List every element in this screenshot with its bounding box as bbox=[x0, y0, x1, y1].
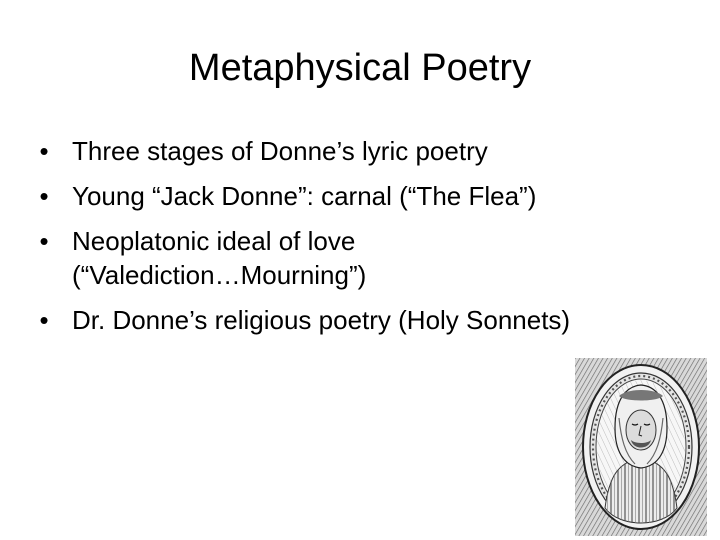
bullet-text: Young “Jack Donne”: carnal (“The Flea”) bbox=[72, 181, 537, 211]
engraved-portrait-icon bbox=[575, 358, 707, 536]
bullet-text: Neoplatonic ideal of love bbox=[72, 226, 356, 256]
bullet-icon: • bbox=[39, 305, 49, 335]
bullet-item bbox=[34, 303, 674, 337]
bullet-text: Three stages of Donne’s lyric poetry bbox=[72, 136, 488, 166]
bullet-text: Dr. Donne’s religious poetry (Holy Sonnets) bbox=[72, 305, 571, 335]
bullet-item bbox=[34, 224, 674, 292]
bullet-icon: • bbox=[39, 181, 49, 211]
bullet-item bbox=[34, 134, 674, 168]
bullet-item bbox=[34, 179, 674, 213]
slide-title: Metaphysical Poetry bbox=[188, 47, 532, 89]
bullet-icon: • bbox=[39, 226, 49, 256]
bullet-text-continuation: (“Valediction…Mourning”) bbox=[72, 260, 367, 290]
bullet-list bbox=[34, 134, 674, 348]
bullet-icon: • bbox=[39, 136, 49, 166]
